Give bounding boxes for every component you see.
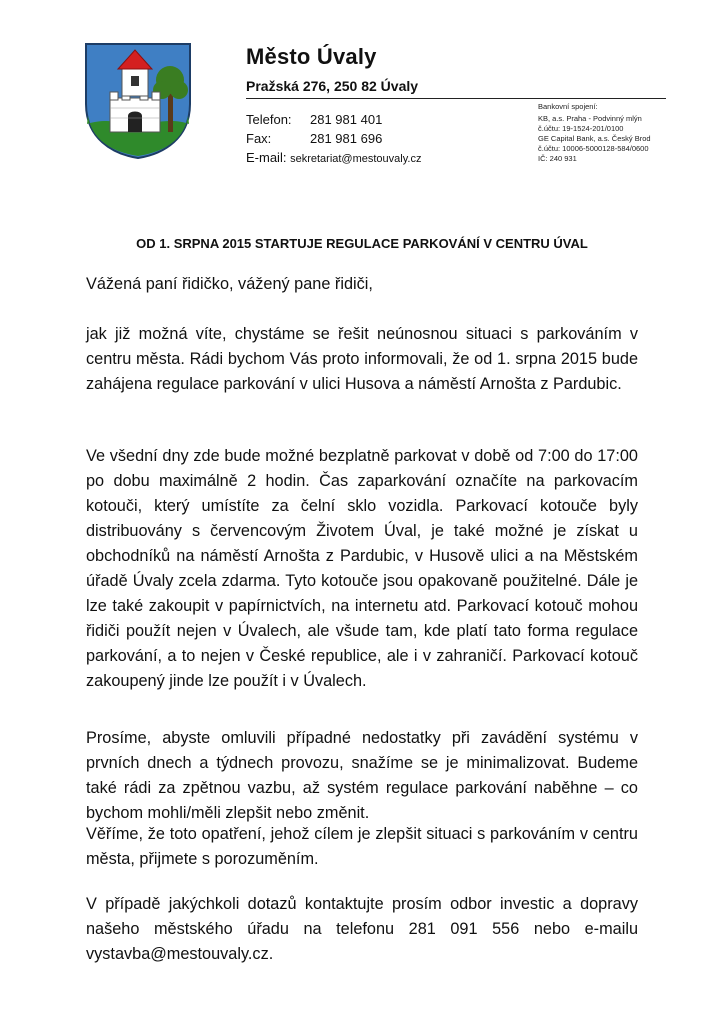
bank-info-line: KB, a.s. Praha - Podvinný mlýn [538, 114, 642, 123]
city-name: Město Úvaly [246, 44, 377, 69]
email-link[interactable]: sekretariat@mestouvaly.cz [290, 153, 422, 165]
email-label: E-mail: [246, 150, 287, 165]
paragraph-apology [86, 726, 638, 826]
fax-label: Fax: [246, 131, 272, 146]
phone-label: Telefon: [246, 112, 292, 127]
bank-info-heading: Bankovní spojení: [538, 102, 598, 111]
phone-row [246, 112, 382, 127]
bank-info-line: č.účtu: 19-1524-201/0100 [538, 124, 624, 133]
paragraph-text: Ve všední dny zde bude možné bezplatně parkovat v době od 7:00 do 17:00 po dobu maximálně 2 hodin. Čas zaparkování označíte na parkovacím kotouči, který umístíte za čelní sklo vozidla. Parkovací kotouče byly distribuovány s červencovým Životem Úval, je také možné je získat u obchodníků na náměstí Arnošta z Pardubic, v Husově ulici a na Městském úřadě Úvaly zcela zdarma. Tyto kotouče jsou opakovaně použitelné. Dále je lze také zakoupit v papírnictvích, na internetu atd. Parkovací kotouč mohou řidiči použít nejen v Úvalech, ale všude tam, kde platí tato forma regulace parkování, a to nejen v České republice, ale i v zahraničí. Parkovací kotouč zakoupený jinde lze použít i v Úvalech. [86, 447, 638, 690]
paragraph-text: V případě jakýchkoli dotazů kontaktujte prosím odbor investic a dopravy našeho městského úřadu na telefonu 281 091 556 nebo e-mailu vystavba@mestouvaly.cz. [86, 895, 638, 963]
bank-info-line: č.účtu: 10006-5000128-584/0600 [538, 144, 649, 153]
fax-row [246, 131, 382, 146]
document-heading: OD 1. SRPNA 2015 STARTUJE REGULACE PARKOVÁNÍ V CENTRU ÚVAL [136, 236, 588, 251]
email-row [246, 150, 421, 165]
paragraph-parking-rules [86, 444, 638, 694]
paragraph-closing [86, 822, 638, 872]
town-coat-of-arms-icon [84, 42, 192, 160]
city-address: Pražská 276, 250 82 Úvaly [246, 78, 419, 94]
bank-info-line: GE Capital Bank, a.s. Český Brod [538, 134, 651, 143]
phone-value: 281 981 401 [310, 112, 383, 127]
paragraph-text: Prosíme, abyste omluvili případné nedostatky při zavádění systému v prvních dnech a týdnech provozu, snažíme se je minimalizovat. Budeme také rádi za zpětnou vazbu, až systém regulace parkování naběhne – co bychom mohli/měli zlepšit nebo změnit. [86, 729, 638, 822]
paragraph-contact [86, 892, 638, 967]
header-divider [246, 98, 666, 99]
paragraph-intro [86, 322, 638, 397]
paragraph-text: jak již možná víte, chystáme se řešit neúnosnou situaci s parkováním v centru města. Rádi bychom Vás proto informovali, že od 1. srpna 2015 bude zahájena regulace parkování v ulici Husova a náměstí Arnošta z Pardubic. [86, 325, 638, 393]
greeting-text: Vážená paní řidičko, vážený pane řidiči, [86, 275, 373, 293]
greeting [86, 272, 638, 297]
fax-value: 281 981 696 [310, 131, 383, 146]
bank-info-line: IČ: 240 931 [538, 154, 577, 163]
paragraph-text: Věříme, že toto opatření, jehož cílem je zlepšit situaci s parkováním v centru města, přijmete s porozuměním. [86, 825, 638, 868]
